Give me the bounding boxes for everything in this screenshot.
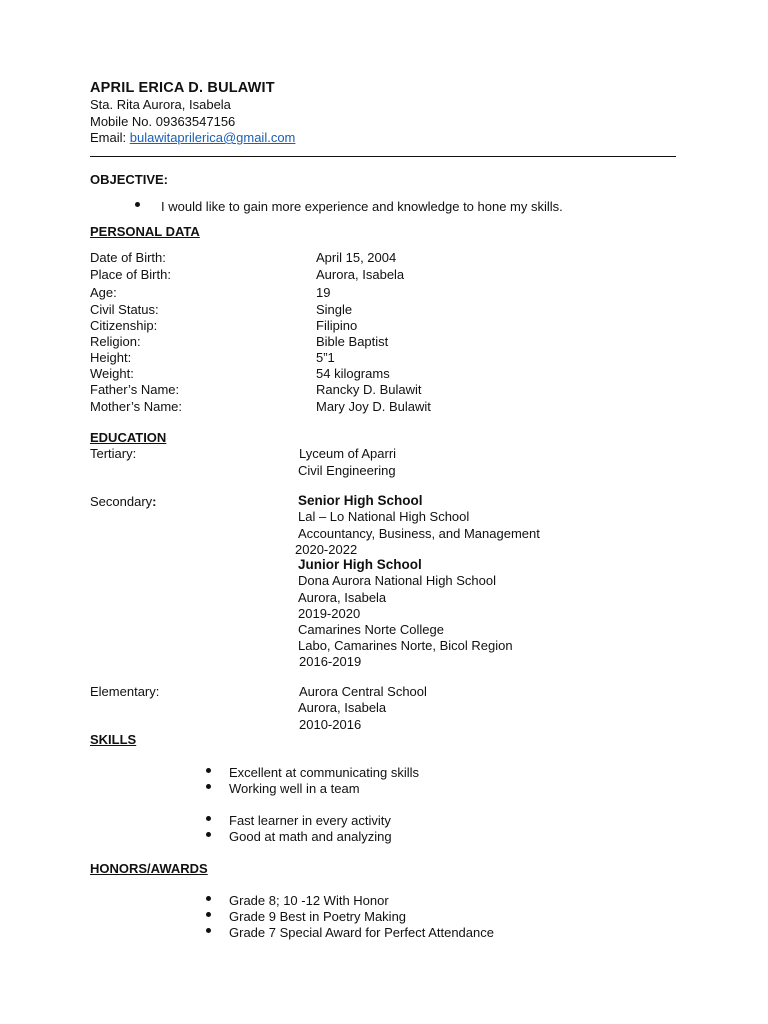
- personal-value: Single: [316, 302, 353, 317]
- elementary-school: Aurora Central School: [299, 684, 427, 699]
- education-heading: EDUCATION: [90, 430, 167, 445]
- bullet-icon: [206, 928, 211, 933]
- personal-value: Aurora, Isabela: [316, 267, 405, 282]
- email-line: [90, 130, 295, 146]
- senior-high-school: Lal – Lo National High School: [298, 509, 470, 524]
- elementary-place: Aurora, Isabela: [298, 700, 387, 715]
- junior-high-years: 2016-2019: [299, 654, 362, 669]
- personal-value: April 15, 2004: [316, 250, 397, 265]
- bullet-icon: [206, 768, 211, 773]
- senior-high-years: 2020-2022: [295, 542, 358, 557]
- personal-label: Citizenship:: [90, 318, 158, 333]
- elementary-years: 2010-2016: [299, 717, 362, 732]
- applicant-name: APRIL ERICA D. BULAWIT: [90, 80, 275, 96]
- junior-high-school: Camarines Norte College: [298, 622, 444, 637]
- personal-value: Filipino: [316, 318, 358, 333]
- senior-high-title: Senior High School: [298, 493, 423, 508]
- personal-value: 19: [316, 285, 331, 300]
- junior-high-place: Labo, Camarines Norte, Bicol Region: [298, 638, 513, 653]
- honor-item: Grade 8; 10 -12 With Honor: [229, 893, 389, 908]
- bullet-icon: [206, 912, 211, 917]
- mobile-number: Mobile No. 09363547156: [90, 114, 236, 129]
- skill-item: Fast learner in every activity: [229, 813, 391, 828]
- objective-heading: OBJECTIVE:: [90, 172, 169, 187]
- bullet-icon: [135, 202, 140, 207]
- personal-value: Bible Baptist: [316, 334, 389, 349]
- skill-item: Good at math and analyzing: [229, 829, 392, 844]
- personal-label: Height:: [90, 350, 132, 365]
- bullet-icon: [206, 896, 211, 901]
- tertiary-label: Tertiary:: [90, 446, 137, 461]
- junior-high-title: Junior High School: [298, 557, 422, 572]
- bullet-icon: [206, 832, 211, 837]
- secondary-label-colon: :: [152, 494, 157, 509]
- email-label: Email:: [90, 130, 130, 145]
- personal-label: Weight:: [90, 366, 134, 381]
- personal-label: Religion:: [90, 334, 141, 349]
- personal-label: Father’s Name:: [90, 382, 180, 397]
- secondary-label-text: Secondary: [90, 494, 153, 509]
- junior-high-place: Aurora, Isabela: [298, 590, 387, 605]
- skill-item: Excellent at communicating skills: [229, 765, 420, 780]
- elementary-label: Elementary:: [90, 684, 160, 699]
- skill-item: Working well in a team: [229, 781, 360, 796]
- junior-high-years: 2019-2020: [298, 606, 361, 621]
- tertiary-course: Civil Engineering: [298, 463, 396, 478]
- personal-label: Place of Birth:: [90, 267, 171, 282]
- tertiary-school: Lyceum of Aparri: [299, 446, 397, 461]
- personal-value: Rancky D. Bulawit: [316, 382, 422, 397]
- personal-value: Mary Joy D. Bulawit: [316, 399, 431, 414]
- header-divider: [90, 156, 676, 157]
- junior-high-school: Dona Aurora National High School: [298, 573, 497, 588]
- personal-label: Civil Status:: [90, 302, 159, 317]
- bullet-icon: [206, 816, 211, 821]
- objective-item: I would like to gain more experience and knowledge to hone my skills.: [161, 199, 563, 214]
- personal-label: Mother’s Name:: [90, 399, 182, 414]
- honor-item: Grade 9 Best in Poetry Making: [229, 909, 407, 924]
- personal-data-heading: PERSONAL DATA: [90, 224, 200, 239]
- senior-high-strand: Accountancy, Business, and Management: [298, 526, 540, 541]
- honor-item: Grade 7 Special Award for Perfect Attendance: [229, 925, 494, 940]
- secondary-label: [90, 494, 157, 510]
- skills-heading: SKILLS: [90, 732, 137, 747]
- bullet-icon: [206, 784, 211, 789]
- personal-value: 5”1: [316, 350, 335, 365]
- honors-heading: HONORS/AWARDS: [90, 861, 208, 876]
- personal-value: 54 kilograms: [316, 366, 390, 381]
- personal-label: Age:: [90, 285, 117, 300]
- address: Sta. Rita Aurora, Isabela: [90, 97, 231, 112]
- personal-label: Date of Birth:: [90, 250, 166, 265]
- email-link[interactable]: bulawitaprilerica@gmail.com: [129, 130, 296, 145]
